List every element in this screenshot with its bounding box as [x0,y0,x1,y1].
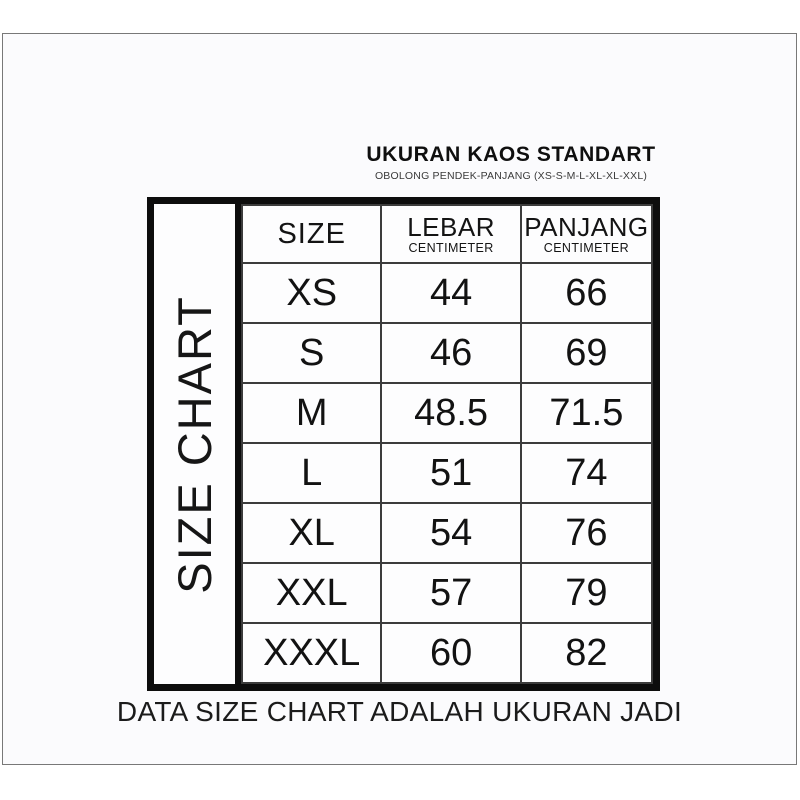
col-header-size [242,205,381,263]
cell-lebar: 44 [381,263,520,323]
cell-lebar: 60 [381,623,520,683]
cell-lebar: 48.5 [381,383,520,443]
col-header-lebar [381,205,520,263]
cell-lebar: 51 [381,443,520,503]
cell-panjang: 79 [521,563,652,623]
table-row [242,563,652,623]
col-header-lebar-label: LEBAR [407,211,495,242]
cell-lebar: 46 [381,323,520,383]
col-header-panjang-label: PANJANG [524,211,649,242]
cell-panjang: 76 [521,503,652,563]
cell-panjang: 69 [521,323,652,383]
page-subtitle: OBOLONG PENDEK-PANJANG (XS-S-M-L-XL-XL-XXL) [374,170,648,182]
cell-lebar: 57 [381,563,520,623]
heading-block [361,143,661,182]
table-row [242,443,652,503]
cell-size: XS [242,263,381,323]
cell-size: L [242,443,381,503]
side-label: SIZE CHART [168,294,221,594]
col-header-panjang [521,205,652,263]
cell-size: XL [242,503,381,563]
side-label-cell [154,204,241,684]
col-header-panjang-sublabel: CENTIMETER [543,240,630,255]
size-table-body [242,263,652,683]
cell-lebar: 54 [381,503,520,563]
size-grid [241,204,653,684]
col-header-panjang-stack [522,211,651,255]
col-header-lebar-sublabel: CENTIMETER [408,240,494,255]
cell-size: XXL [242,563,381,623]
size-chart-table [147,197,660,691]
cell-panjang: 66 [521,263,652,323]
cell-panjang: 71.5 [521,383,652,443]
cell-size: M [242,383,381,443]
cell-size: S [242,323,381,383]
cell-panjang: 82 [521,623,652,683]
table-row [242,263,652,323]
cell-panjang: 74 [521,443,652,503]
size-chart-card [2,33,797,765]
table-row [242,503,652,563]
table-row [242,323,652,383]
footer-note: DATA SIZE CHART ADALAH UKURAN JADI [116,696,683,727]
table-row [242,383,652,443]
cell-size: XXXL [242,623,381,683]
col-header-size-stack [243,217,380,250]
header-row [242,205,652,263]
table-row [242,623,652,683]
page-title: UKURAN KAOS STANDART [366,143,656,166]
col-header-lebar-stack [382,211,519,255]
col-header-size-label: SIZE [277,217,346,250]
size-grid-header [242,205,652,263]
